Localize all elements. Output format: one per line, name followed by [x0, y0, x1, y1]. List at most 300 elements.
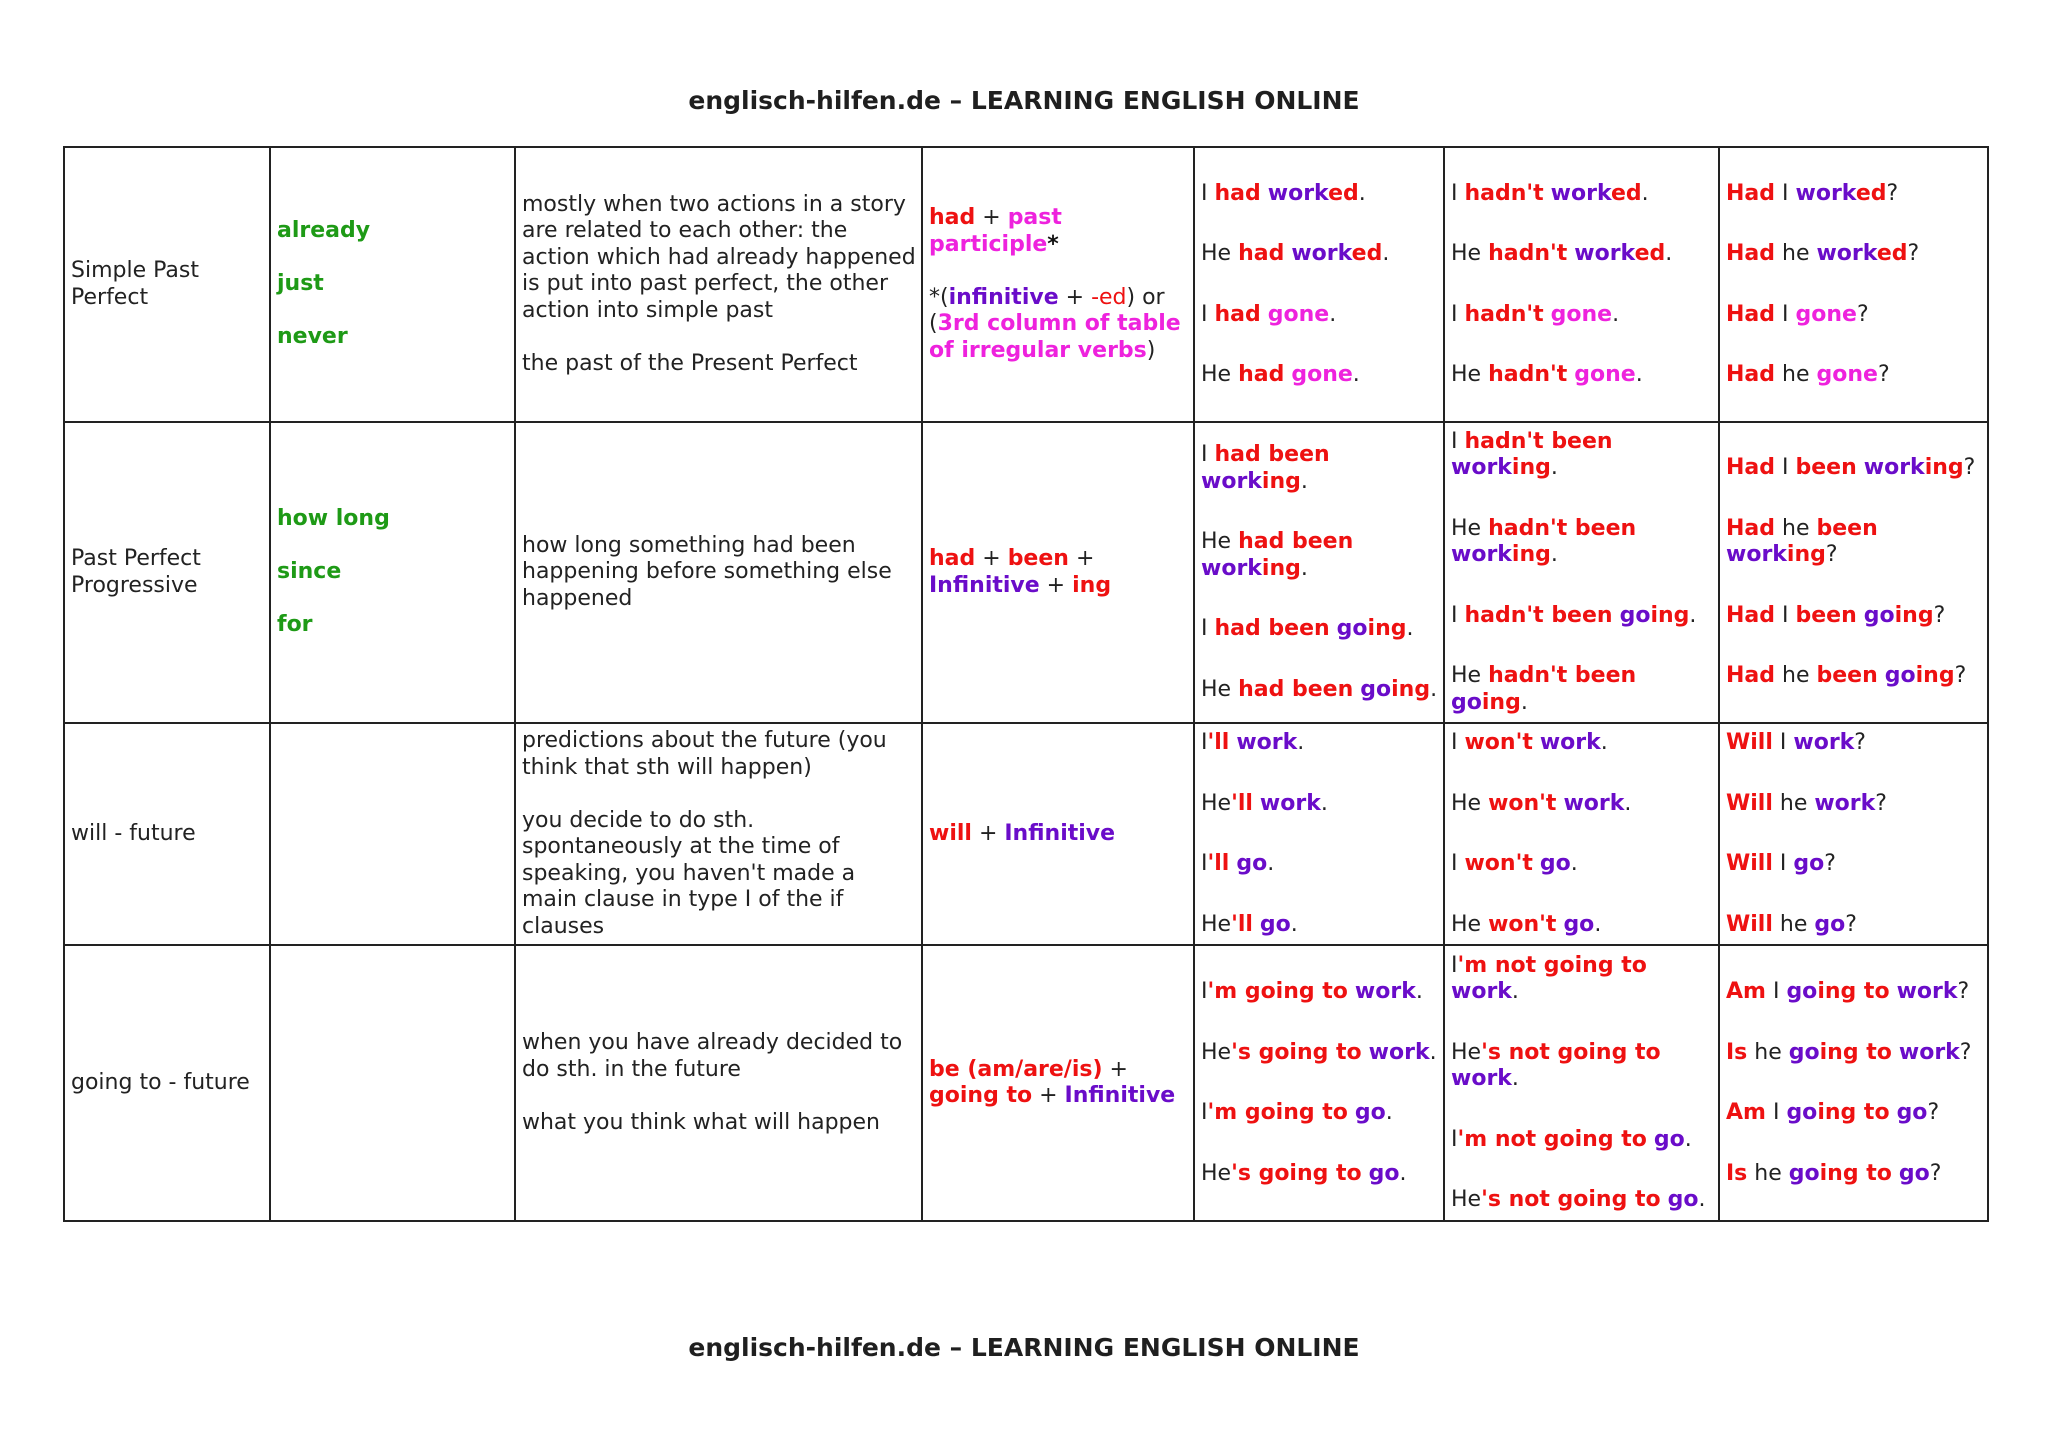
example-sentence — [1726, 516, 1982, 569]
text-segment: Had — [1726, 362, 1776, 387]
form-paragraph — [929, 285, 1188, 365]
text-segment: had — [929, 546, 976, 571]
text-segment: work — [1291, 241, 1352, 266]
usage-cell — [515, 147, 922, 422]
text-segment — [1636, 663, 1643, 688]
text-segment: he — [1775, 241, 1817, 266]
text-segment: been — [1795, 602, 1857, 628]
example-sentence — [1201, 529, 1438, 582]
text-segment: hadn't been — [1464, 602, 1613, 628]
usage-cell — [515, 723, 922, 945]
text-segment: go — [1898, 1160, 1930, 1186]
text-segment: I — [1201, 851, 1208, 876]
text-segment: ? — [1907, 241, 1920, 266]
usage-paragraph: you decide to do sth. spontaneously at the time of speaking, you haven't made a main clause in type I of the if clauses — [522, 807, 856, 939]
text-segment: had — [929, 205, 976, 230]
form-cell — [922, 422, 1194, 723]
signal-word: since — [277, 559, 342, 585]
example-sentence — [1201, 1100, 1438, 1127]
text-segment: go — [1354, 1100, 1386, 1125]
text-segment: Am — [1726, 1100, 1766, 1125]
text-segment: He — [1201, 1160, 1232, 1186]
text-segment: he — [1772, 790, 1815, 816]
text-segment: go — [1786, 979, 1818, 1004]
text-segment: 'm going to — [1207, 979, 1348, 1004]
example-sentence — [1726, 1161, 1982, 1188]
example-sentence — [1726, 603, 1982, 630]
text-segment: work — [1793, 730, 1855, 755]
text-segment — [1362, 1161, 1369, 1186]
affirmative-cell — [1194, 945, 1444, 1221]
text-segment: 'll — [1231, 911, 1253, 937]
text-segment — [1892, 1040, 1899, 1065]
text-segment: been — [1007, 546, 1069, 571]
text-segment — [1857, 455, 1864, 480]
example-sentence — [1726, 302, 1982, 329]
text-segment: work — [1816, 241, 1877, 266]
signal-words-cell — [270, 945, 515, 1221]
text-segment: ? — [1877, 362, 1890, 387]
form-paragraph — [929, 821, 1188, 848]
usage-paragraph: when you have already decided to do sth. in the future — [522, 1030, 903, 1082]
text-segment — [1353, 529, 1360, 554]
text-segment: go — [1539, 851, 1571, 876]
text-segment: 'm not going to — [1457, 1126, 1647, 1152]
usage-paragraph: mostly when two actions in a story are related to each other: the action which had already happened is put into past perfect, the other action into simple past — [522, 191, 916, 323]
text-segment: . — [1300, 468, 1308, 494]
text-segment: He — [1201, 1039, 1232, 1065]
text-segment: go — [1653, 1126, 1685, 1152]
text-segment: had — [1238, 241, 1285, 266]
text-segment: ? — [1854, 730, 1866, 755]
text-segment: . — [1329, 301, 1337, 327]
text-segment: work — [1863, 455, 1925, 481]
text-segment: Is — [1726, 1039, 1748, 1065]
text-segment: work — [1795, 180, 1856, 206]
text-segment: 's not going to — [1481, 1187, 1661, 1212]
text-segment: ) — [1146, 337, 1156, 363]
text-segment: He — [1451, 515, 1489, 541]
text-segment: ? — [1959, 1039, 1972, 1065]
text-segment: ? — [1875, 790, 1887, 816]
tense-name-cell: Past Perfect Progressive — [64, 422, 270, 723]
text-segment: Will — [1726, 790, 1773, 816]
text-segment: ing to — [1819, 1160, 1892, 1186]
text-segment: 3rd column of table of irregular verbs — [929, 311, 1189, 363]
text-segment: *( — [929, 284, 949, 310]
text-segment: . — [1641, 180, 1649, 206]
text-segment: work — [1201, 468, 1262, 494]
text-segment: He — [1451, 1187, 1482, 1212]
text-segment — [1613, 429, 1620, 454]
text-segment: he — [1775, 362, 1817, 387]
text-segment: Infinitive — [1064, 1083, 1176, 1108]
text-segment: I — [1451, 602, 1465, 628]
example-sentence — [1451, 1187, 1713, 1214]
text-segment: had — [1238, 362, 1285, 387]
signal-word: for — [277, 612, 313, 638]
text-segment: ? — [1845, 911, 1857, 937]
example-sentence — [1726, 730, 1982, 757]
example-sentence — [1201, 442, 1438, 495]
text-segment: won't — [1464, 730, 1533, 755]
text-segment: hadn't been — [1464, 428, 1613, 454]
text-segment: work — [1451, 542, 1512, 568]
text-segment: work — [1354, 979, 1416, 1004]
example-sentence — [1201, 851, 1438, 878]
text-segment: . — [1511, 979, 1519, 1004]
text-segment: won't — [1488, 790, 1557, 816]
text-segment: ing — [1367, 616, 1407, 641]
affirmative-cell — [1194, 422, 1444, 723]
text-segment: Is — [1726, 1160, 1748, 1186]
text-segment: Am — [1726, 979, 1766, 1004]
text-segment: . — [1430, 676, 1438, 702]
signal-word: never — [277, 324, 348, 350]
text-segment: work — [1539, 730, 1601, 755]
text-segment: gone — [1574, 362, 1636, 387]
text-segment: gone — [1550, 301, 1613, 327]
text-segment: Infinitive — [1004, 820, 1116, 846]
example-sentence — [1726, 912, 1982, 939]
signal-word: already — [277, 218, 371, 244]
text-segment: He — [1451, 241, 1489, 266]
text-segment: gone — [1267, 301, 1330, 327]
text-segment: . — [1624, 790, 1632, 816]
text-segment: ? — [1954, 663, 1967, 689]
text-segment: + — [1102, 1056, 1135, 1082]
text-segment: I — [1451, 180, 1465, 206]
text-segment: . — [1698, 1187, 1706, 1212]
usage-paragraph: predictions about the future (you think that sth will happen) — [522, 728, 887, 780]
text-segment: 'll — [1207, 730, 1230, 755]
text-segment: 'm not going to — [1457, 952, 1647, 978]
text-segment: . — [1550, 455, 1558, 481]
text-segment: He — [1451, 663, 1489, 689]
text-segment: infinitive — [948, 284, 1059, 310]
text-segment: ing — [1072, 572, 1112, 598]
text-segment: ing — [1894, 602, 1934, 628]
text-segment: + — [1039, 572, 1073, 598]
text-segment: had been — [1214, 442, 1330, 467]
text-segment: work — [1201, 555, 1262, 581]
text-segment: I — [1451, 1126, 1458, 1152]
text-segment: He — [1451, 362, 1489, 387]
text-segment: go — [1788, 1039, 1820, 1065]
text-segment: I — [1201, 1100, 1208, 1125]
page-footer-title: englisch-hilfen.de – LEARNING ENGLISH ONLINE — [688, 1333, 1360, 1362]
text-segment: I — [1201, 301, 1215, 327]
text-segment: going to — [929, 1083, 1033, 1108]
text-segment: work — [1236, 730, 1298, 755]
text-segment: work — [1574, 241, 1635, 266]
text-segment: go — [1368, 1160, 1400, 1186]
text-segment: ed — [1634, 241, 1666, 266]
text-segment: He — [1451, 1039, 1482, 1065]
text-segment: . — [1684, 1126, 1692, 1152]
signal-words-cell — [270, 723, 515, 945]
form-cell — [922, 945, 1194, 1221]
usage-cell — [515, 422, 922, 723]
text-segment: go — [1793, 851, 1825, 876]
text-segment — [1878, 516, 1885, 541]
text-segment: ing — [1511, 455, 1551, 481]
text-segment: ? — [1957, 979, 1970, 1004]
negative-cell — [1444, 945, 1719, 1221]
text-segment — [1533, 730, 1540, 755]
text-segment: ? — [1856, 301, 1869, 327]
signal-word: just — [277, 271, 324, 297]
text-segment: + — [971, 820, 1005, 846]
question-cell — [1719, 422, 1988, 723]
example-sentence — [1201, 616, 1438, 643]
text-segment: go — [1788, 1160, 1820, 1186]
text-segment: work — [1259, 790, 1321, 816]
text-segment: go — [1863, 602, 1895, 628]
example-sentence — [1726, 851, 1982, 878]
text-segment — [1647, 953, 1654, 978]
text-segment — [1892, 1161, 1899, 1186]
text-segment: been — [1795, 455, 1857, 481]
text-segment: Will — [1726, 851, 1773, 876]
text-segment — [1857, 603, 1864, 628]
text-segment: work — [1368, 1039, 1430, 1065]
text-segment: 'll — [1231, 790, 1253, 816]
text-segment: ? — [1933, 602, 1946, 628]
text-segment: work — [1267, 180, 1329, 206]
text-segment: been — [1816, 663, 1878, 689]
text-segment: hadn't — [1488, 241, 1568, 266]
text-segment: had — [1214, 180, 1261, 206]
example-sentence — [1201, 979, 1438, 1006]
text-segment — [1253, 912, 1260, 937]
example-sentence — [1726, 362, 1982, 389]
example-sentence — [1726, 241, 1982, 268]
text-segment: . — [1665, 241, 1673, 266]
form-paragraph — [929, 205, 1188, 258]
text-segment: Had — [1726, 602, 1776, 628]
example-sentence — [1726, 455, 1982, 482]
text-segment — [1330, 442, 1337, 467]
text-segment: work — [1550, 180, 1611, 206]
question-cell — [1719, 945, 1988, 1221]
text-segment: Had — [1726, 515, 1776, 541]
example-sentence — [1451, 791, 1713, 818]
tense-name-cell: going to - future — [64, 945, 270, 1221]
text-segment: ing — [1924, 455, 1964, 481]
example-sentence — [1451, 912, 1713, 939]
text-segment — [1261, 181, 1268, 206]
text-segment: He — [1201, 362, 1239, 387]
text-segment: ? — [1927, 1100, 1940, 1125]
text-segment — [1890, 979, 1897, 1004]
example-sentence — [1451, 851, 1713, 878]
text-segment: Infinitive — [929, 572, 1040, 598]
text-segment: he — [1772, 911, 1815, 937]
example-sentence — [1201, 181, 1438, 208]
example-sentence — [1451, 181, 1713, 208]
text-segment: . — [1550, 542, 1558, 568]
text-segment: ) or ( — [929, 284, 1172, 336]
example-sentence — [1201, 730, 1438, 757]
example-sentence — [1451, 1040, 1713, 1093]
text-segment: ing — [1481, 689, 1521, 715]
tense-row — [64, 422, 1988, 723]
text-segment: ing — [1786, 542, 1826, 568]
text-segment: . — [1385, 1100, 1393, 1125]
example-sentence — [1201, 362, 1438, 389]
tense-row — [64, 147, 1988, 422]
text-segment: Will — [1726, 911, 1773, 937]
text-segment: He — [1201, 790, 1232, 816]
text-segment: He — [1451, 911, 1489, 937]
text-segment: hadn't — [1464, 180, 1544, 206]
text-segment: go — [1667, 1187, 1699, 1212]
text-segment: I — [1451, 730, 1465, 755]
text-segment: ? — [1824, 851, 1836, 876]
text-segment: go — [1259, 911, 1291, 937]
example-sentence — [1451, 429, 1713, 482]
text-segment: go — [1451, 689, 1482, 715]
tense-row — [64, 723, 1988, 945]
text-segment: won't — [1464, 851, 1533, 876]
text-segment — [1348, 979, 1355, 1004]
usage-paragraph: what you think what will happen — [522, 1109, 881, 1135]
tense-name-cell: Simple Past Perfect — [64, 147, 270, 422]
text-segment: gone — [1291, 362, 1353, 387]
text-segment: gone — [1795, 301, 1857, 327]
text-segment: 'm going to — [1207, 1100, 1348, 1125]
text-segment — [1253, 791, 1260, 816]
example-sentence — [1726, 663, 1982, 690]
text-segment: ed — [1610, 180, 1642, 206]
text-segment — [1661, 1040, 1668, 1065]
form-paragraph — [929, 546, 1188, 599]
question-cell — [1719, 723, 1988, 945]
example-sentence — [1201, 677, 1438, 704]
example-sentence — [1451, 663, 1713, 716]
text-segment: ing to — [1819, 1039, 1892, 1065]
text-segment: I — [1201, 616, 1215, 641]
text-segment: -ed — [1091, 284, 1127, 310]
text-segment: been — [1816, 515, 1878, 541]
text-segment: go — [1619, 602, 1651, 628]
text-segment: . — [1635, 362, 1643, 387]
example-sentence — [1451, 516, 1713, 569]
text-segment: . — [1600, 730, 1608, 755]
text-segment: . — [1689, 602, 1697, 628]
text-segment: . — [1290, 911, 1298, 937]
text-segment: I — [1772, 851, 1794, 876]
signal-words-cell — [270, 422, 515, 723]
example-sentence — [1726, 1100, 1982, 1127]
text-segment: ing — [1391, 676, 1431, 702]
form-cell — [922, 147, 1194, 422]
text-segment: . — [1267, 851, 1275, 876]
text-segment: go — [1896, 1100, 1928, 1125]
text-segment: + — [1032, 1083, 1065, 1108]
example-sentence — [1201, 1161, 1438, 1188]
text-segment — [1613, 603, 1620, 628]
text-segment: I — [1765, 1100, 1787, 1125]
text-segment: He — [1451, 790, 1489, 816]
text-segment: work — [1563, 790, 1625, 816]
text-segment: work — [1814, 790, 1876, 816]
text-segment: work — [1726, 542, 1787, 568]
tense-row — [64, 945, 1988, 1221]
example-sentence — [1451, 730, 1713, 757]
text-segment: ? — [1886, 180, 1899, 206]
text-segment: go — [1236, 851, 1268, 876]
text-segment: . — [1399, 1160, 1407, 1186]
text-segment: . — [1511, 1066, 1519, 1091]
text-segment: ed — [1855, 180, 1887, 206]
example-sentence — [1201, 1040, 1438, 1067]
text-segment — [1544, 302, 1551, 327]
text-segment: He — [1201, 911, 1232, 937]
text-segment: ed — [1876, 241, 1908, 266]
text-segment: work — [1451, 979, 1512, 1004]
text-segment: work — [1451, 1066, 1512, 1091]
usage-paragraph: the past of the Present Perfect — [522, 350, 858, 376]
text-segment: ing — [1650, 602, 1690, 628]
text-segment: I — [1201, 180, 1215, 206]
text-segment: I — [1775, 180, 1796, 206]
text-segment: will — [929, 820, 972, 846]
text-segment: had been — [1214, 616, 1330, 641]
example-sentence — [1201, 912, 1438, 939]
signal-words-cell — [270, 147, 515, 422]
text-segment: ed — [1351, 241, 1383, 266]
text-segment: go — [1563, 911, 1595, 937]
text-segment: He — [1201, 529, 1239, 554]
text-segment: I — [1451, 851, 1465, 876]
page-header-title: englisch-hilfen.de – LEARNING ENGLISH ONLINE — [688, 86, 1360, 115]
text-segment: I — [1775, 602, 1796, 628]
text-segment: work — [1898, 1039, 1960, 1065]
text-segment: ing — [1261, 468, 1301, 494]
text-segment: go — [1360, 676, 1392, 702]
text-segment: hadn't been — [1488, 663, 1637, 689]
text-segment — [1661, 1187, 1668, 1212]
affirmative-cell — [1194, 723, 1444, 945]
tense-name-cell: will - future — [64, 723, 270, 945]
text-segment: I — [1775, 301, 1796, 327]
text-segment: I — [1775, 455, 1796, 481]
text-segment: he — [1775, 663, 1817, 689]
example-sentence — [1451, 1127, 1713, 1154]
text-segment: I — [1451, 952, 1458, 978]
text-segment: hadn't — [1464, 301, 1544, 327]
text-segment: I — [1201, 979, 1208, 1004]
text-segment — [1362, 1040, 1369, 1065]
text-segment: go — [1336, 616, 1368, 641]
text-segment: He — [1201, 241, 1239, 266]
negative-cell — [1444, 723, 1719, 945]
text-segment: I — [1451, 301, 1465, 327]
text-segment: I — [1772, 730, 1794, 755]
text-segment: + — [1058, 284, 1092, 310]
text-segment: ing — [1261, 555, 1301, 581]
example-sentence — [1451, 362, 1713, 389]
text-segment: . — [1382, 241, 1390, 266]
text-segment: Had — [1726, 301, 1776, 327]
example-sentence — [1726, 1040, 1982, 1067]
text-segment: He — [1201, 676, 1239, 702]
negative-cell — [1444, 147, 1719, 422]
text-segment: work — [1896, 979, 1958, 1004]
text-segment: . — [1415, 979, 1423, 1004]
